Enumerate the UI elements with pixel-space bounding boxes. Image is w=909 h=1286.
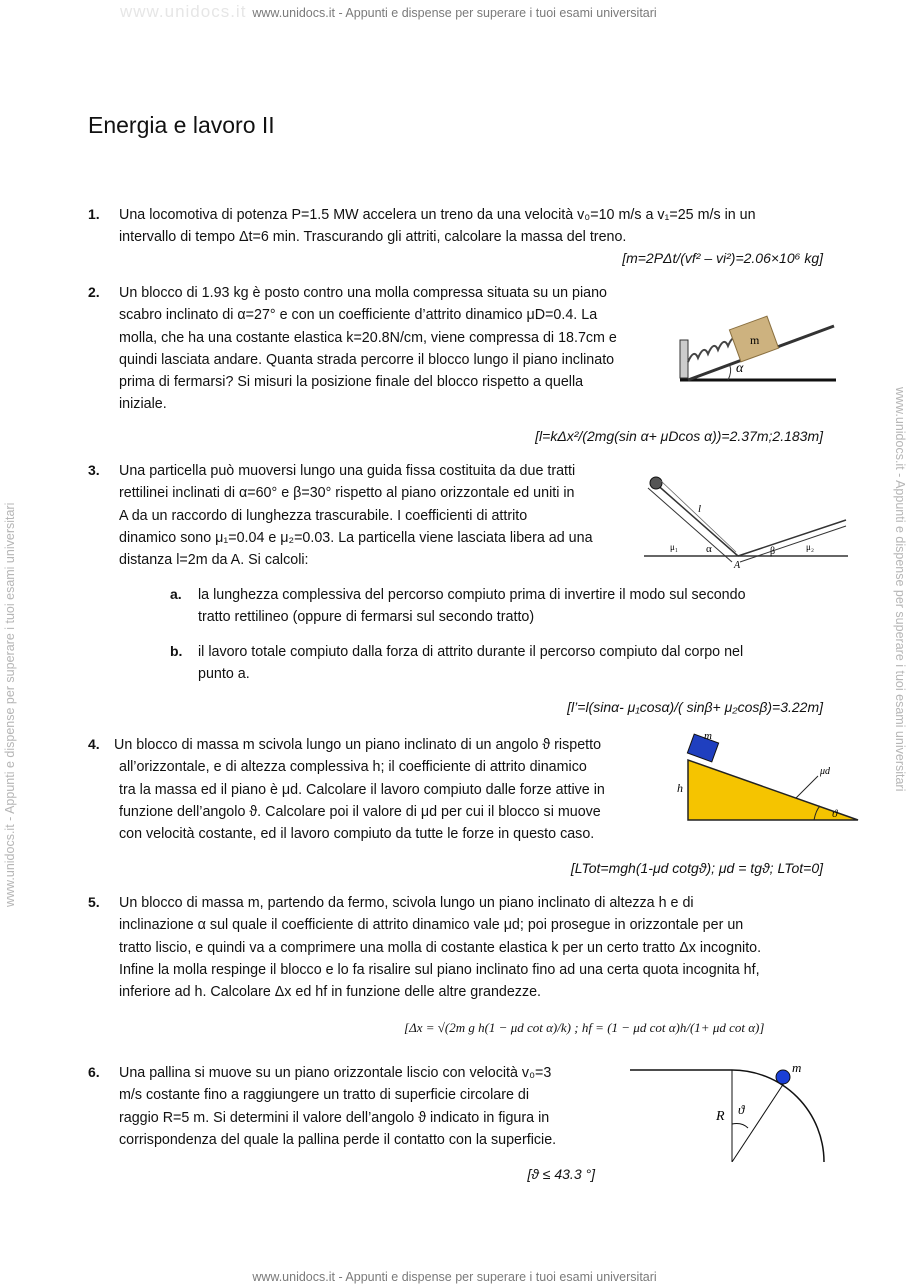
fig4-angle-label: ϑ (832, 808, 838, 820)
circular-surface-figure (626, 1058, 836, 1162)
yellow-incline-figure (674, 726, 864, 826)
problem-1-text: Una locomotiva di potenza P=1.5 MW accelera un treno da una velocità v₀=10 m/s a v₁=25 m/s in un intervallo di tempo Δt=6 min. Trascurando gli attriti, calcolare la massa del treno. (119, 207, 756, 246)
problem-5-answer: [Δx = √(2m g h(1 − μd cot α)/k) ; hf = (1 − μd cot α)h/(1+ μd cot α)] (404, 1020, 765, 1035)
problem-2-number: 2. (88, 284, 100, 300)
problem-1-number: 1. (88, 206, 100, 222)
problem-4-answer: [LTot=mgh(1-μd cotgϑ); μd = tgϑ; LTot=0] (570, 860, 823, 876)
problem-5-answer-hf: hf = (1 − μd cot α)h/(1+ μd cot α) (581, 1020, 760, 1035)
problem-2-text: Un blocco di 1.93 kg è posto contro una molla compressa situata su un piano scabro inclinato di α=27° e con un coefficiente d’attrito dinamico μD=0.4. La molla, che ha una costante elastica k=20.8N/cm, viene compressa di 18.7cm e quindi lasciata andare. Quanta strada percorre il blocco lungo il piano inclinato prima di fermarsi? Si misuri la posizione finale del blocco rispetto a quella iniziale. (119, 285, 617, 413)
header-watermark-faint: www.unidocs.it (120, 2, 247, 21)
fig3-beta-label: β (770, 546, 776, 557)
left-side-watermark: www.unidocs.it - Appunti e dispense per superare i tuoi esami universitari (3, 502, 17, 907)
problem-5-number: 5. (88, 894, 100, 910)
fig4-mu-label: μd (820, 766, 831, 777)
fig3-alpha-label: α (706, 543, 712, 555)
problem-4-text: Un blocco di massa m scivola lungo un piano inclinato di un angolo ϑ rispetto all’orizzontale, e di altezza complessiva h; il coefficiente di attrito dinamico tra la massa ed il piano è μd. Calcolare il lavoro compiuto dalle forze attive in funzione dell’angolo ϑ. Calcolare poi il valore di μd per cui il blocco si muove con velocità costante, ed il lavoro compiuto da tutte le forze in questo caso. (114, 737, 605, 843)
fig2-mass-label: m (750, 333, 760, 347)
problem-5-text: Un blocco di massa m, partendo da fermo, scivola lungo un piano inclinato di altezza h e di inclinazione α sul quale il coefficiente di attrito dinamico vale μd; poi prosegue in orizzontale per un tratto liscio, e quindi va a comprimere una molla di costante elastica k per un certo tratto Δx incognito. Infine la molla respinge il blocco e lo fa risalire sul piano inclinato fino ad una certa quota incognita hf, inferiore ad h. Calcolare Δx ed hf in funzione delle altre grandezze. (119, 895, 762, 1001)
problem-2-answer: [l=kΔx²/(2mg(sin α+ μDcos α))=2.37m;2.183m] (535, 428, 823, 444)
page-title: Energia e lavoro II (88, 112, 275, 138)
fig4-mass-label: m (704, 730, 712, 742)
problem-3-text: Una particella può muoversi lungo una guida fissa costituita da due tratti rettilinei inclinati di α=60° e β=30° rispetto al piano orizzontale ed uniti in A da un raccordo di lunghezza trascurabile. I coefficienti di attrito dinamico sono μ₁=0.04 e μ₂=0.03. La particella viene lasciata libera ad una distanza l=2m da A. Si calcoli: (119, 463, 593, 569)
problem-3a-text: la lunghezza complessiva del percorso compiuto prima di invertire il modo sul secondo tratto rettilineo (oppure di fermarsi sul secondo tratto) (198, 587, 746, 626)
fig6-mass-label: m (792, 1060, 802, 1075)
footer-watermark: www.unidocs.it - Appunti e dispense per superare i tuoi esami universitari (252, 1270, 657, 1284)
fig3-mu2-label: μ₂ (806, 542, 814, 552)
double-incline-figure (640, 470, 850, 570)
problem-4-number: 4. (88, 736, 100, 752)
fig6-radius-label: R (716, 1109, 725, 1124)
header-watermark: www.unidocs.it - Appunti e dispense per superare i tuoi esami universitari (252, 6, 657, 20)
problem-3b-text: il lavoro totale compiuto dalla forza di attrito durante il percorso compiuto dal corpo nel punto a. (198, 644, 744, 683)
right-side-watermark: www.unidocs.it - Appunti e dispense per superare i tuoi esami universitari (893, 387, 907, 792)
problem-3-number: 3. (88, 462, 100, 478)
problem-3-answer: [l’=l(sinα- μ₁cosα)/( sinβ+ μ₂cosβ)=3.22m] (567, 699, 823, 715)
problem-6-answer: [ϑ ≤ 43.3 °] (527, 1166, 595, 1182)
problem-5-answer-dx: Δx = √(2m g h(1 − μd cot α)/k) (409, 1020, 571, 1035)
fig3-mu1-label: μ₁ (670, 542, 678, 552)
fig3-l-label: l (698, 503, 702, 515)
fig4-height-label: h (677, 781, 683, 795)
problem-6-text: Una pallina si muove su un piano orizzontale liscio con velocità v₀=3 m/s costante fino a raggiungere un tratto di superficie circolare di raggio R=5 m. Si determini il valore dell’angolo ϑ indicato in figura in corrispondenza del quale la pallina perde il contatto con la superficie. (119, 1065, 557, 1148)
spring-incline-figure (668, 300, 840, 388)
problem-3a-letter: a. (170, 586, 182, 602)
problem-3b-letter: b. (170, 643, 183, 659)
fig2-angle-label: α (736, 361, 744, 376)
fig6-angle-label: ϑ (738, 1102, 745, 1117)
problem-1-answer: [m=2PΔt/(vf² – vi²)=2.06×10⁶ kg] (622, 250, 823, 266)
problem-6-number: 6. (88, 1064, 100, 1080)
fig3-point-label: A (734, 560, 741, 570)
